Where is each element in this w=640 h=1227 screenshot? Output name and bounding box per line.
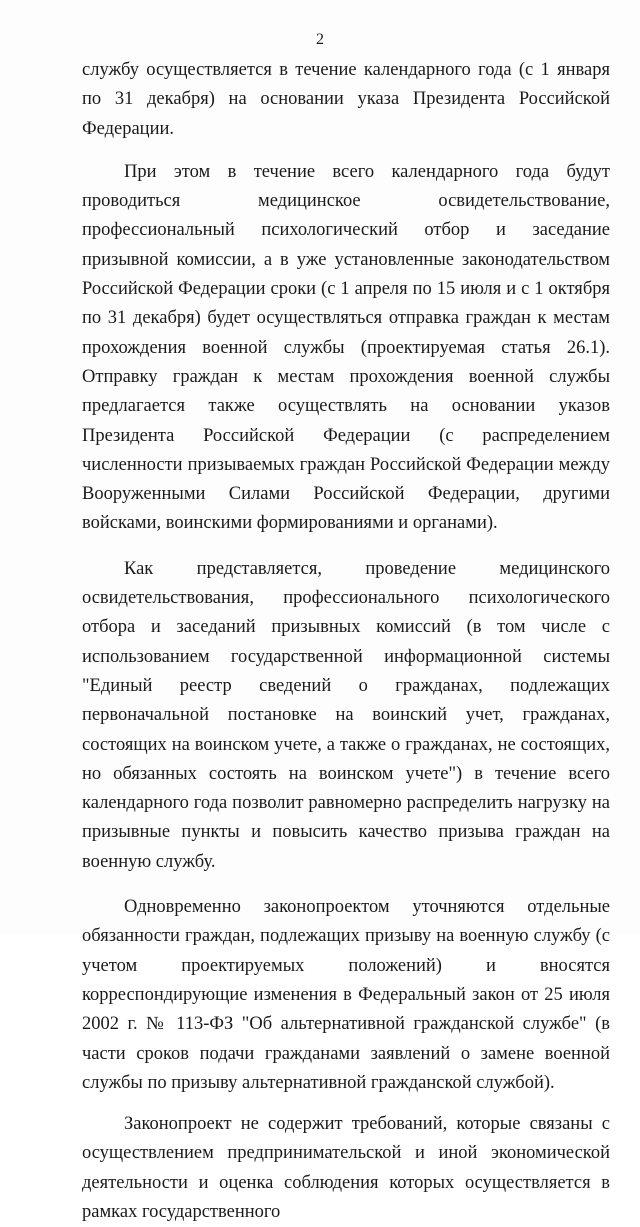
page-number: 2: [316, 31, 324, 48]
paragraph-schedule: При этом в течение всего календарного года будут проводиться медицинское освидетельствование, профессиональный психологический отбор и заседание призывной комиссии, а в уже установленные законодательством Российской Федерации сроки (с 1 апреля по 15 июля и с 1 октября по 31 декабря) будет осуществляться отправка граждан к местам прохождения военной службы (проектируемая статья 26.1). Отправку граждан к местам прохождения военной службы предлагается также осуществлять на основании указов Президента Российской Федерации (с распределением численности призываемых граждан Российской Федерации между Вооруженными Силами Российской Федерации, другими войсками, воинскими формированиями и органами).: [82, 161, 610, 534]
document-body: [82, 56, 610, 1227]
paragraph-assessment: Как представляется, проведение медицинского освидетельствования, профессионального психологического отбора и заседаний призывных комиссий (в том числе с использованием государственной информационной системы "Единый реестр сведений о гражданах, подлежащих первоначальной постановке на воинский учет, гражданах, состоящих на воинском учете, а также о гражданах, не состоящих, но обязанных состоять на воинском учете") в течение всего календарного года позволит равномерно распределить нагрузку на призывные пункты и повысить качество призыва граждан на военную службу.: [82, 558, 610, 872]
paragraph-continuation: службу осуществляется в течение календарного года (с 1 января по 31 декабря) на основании указа Президента Российской Федерации.: [82, 60, 610, 139]
paragraph-requirements: Законопроект не содержит требований, которые связаны с осуществлением предпринимательской и иной экономической деятельности и оценка соблюдения которых осуществляется в рамках государственного: [82, 1114, 610, 1222]
paragraph-amendments: Одновременно законопроектом уточняются отдельные обязанности граждан, подлежащих призыву на военную службу (с учетом проектируемых положений) и вносятся корреспондирующие изменения в Федеральный закон от 25 июля 2002 г. № 113-ФЗ "Об альтернативной гражданской службе" (в части сроков подачи гражданами заявлений о замене военной службы по призыву альтернативной гражданской службой).: [82, 897, 610, 1093]
